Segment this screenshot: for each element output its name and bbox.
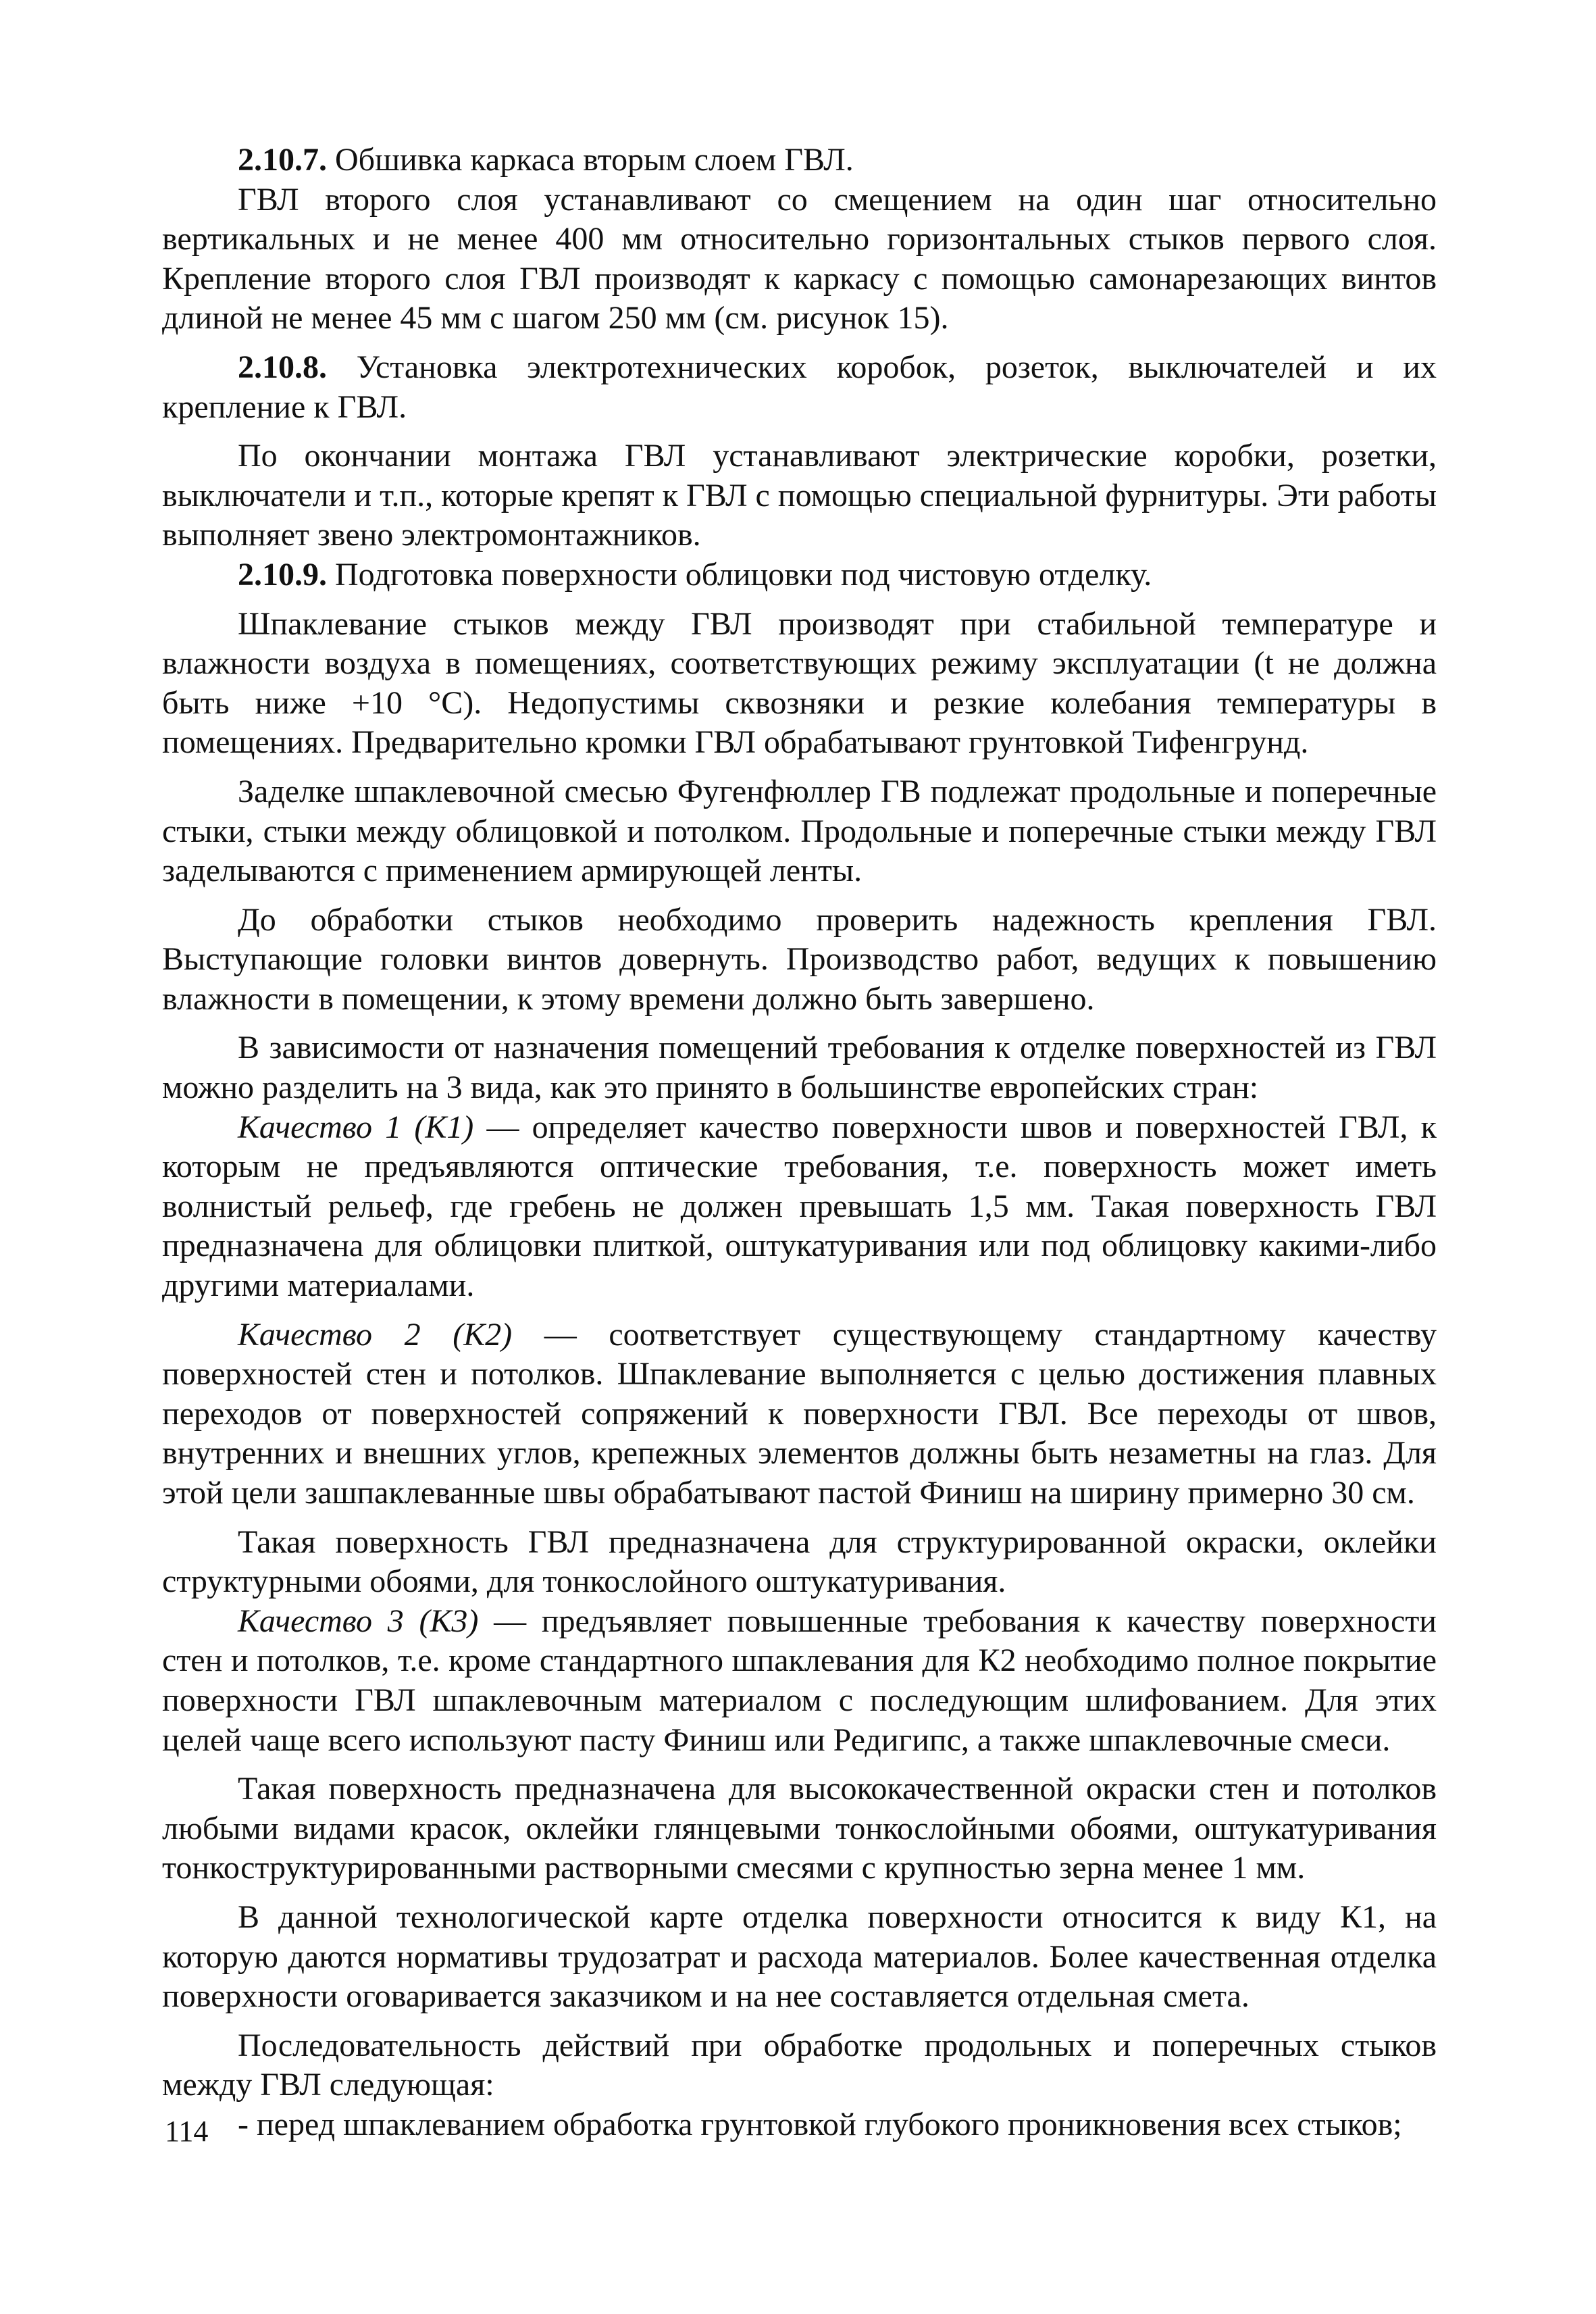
- paragraph-quality-k2: [162, 1315, 1437, 1513]
- paragraph-puttying-conditions: Шпаклевание стыков между ГВЛ производят при стабильной температуре и влажности воздуха в помещениях, соответствующих режиму эксплуатации (t не должна быть ниже +10 °С). Недопустимы сквозняки и резкие колебания температуры в помещениях. Предварительно кромки ГВЛ обрабатывают грунтовкой Тифенгрунд.: [162, 605, 1437, 761]
- paragraph-quality-k1: [162, 1108, 1437, 1306]
- paragraph-joint-filling: Заделке шпаклевочной смесью Фугенфюллер ГВ подлежат продольные и поперечные стыки, стыки между облицовкой и потолком. Продольные и поперечные стыки между ГВЛ заделываются с применением армирующей ленты.: [162, 773, 1437, 889]
- section-2-10-7-heading: [162, 141, 1437, 180]
- paragraph-quality-k3-use: Такая поверхность предназначена для высококачественной окраски стен и потолков любыми видами красок, оклейки глянцевыми тонкослойными обоями, оштукатуривания тонкоструктурированными растворными смесями с крупностью зерна менее 1 мм.: [162, 1771, 1437, 1886]
- section-number: 2.10.8.: [238, 349, 327, 385]
- section-2-10-9-heading: [162, 555, 1437, 595]
- section-2-10-7-paragraph: ГВЛ второго слоя устанавливают со смещением на один шаг относительно вертикальных и не менее 400 мм относительно горизонтальных стыков первого слоя. Крепление второго слоя ГВЛ производят к каркасу с помощью самонарезающих винтов длиной не менее 45 мм с шагом 250 мм (см. рисунок 15).: [162, 181, 1437, 336]
- paragraph-joint-check: До обработки стыков необходимо проверить надежность крепления ГВЛ. Выступающие головки винтов довернуть. Производство работ, ведущих к повышению влажности в помещении, к этому времени должно быть завершено.: [162, 901, 1437, 1017]
- quality-k2-text: — соответствует существующему стандартному качеству поверхностей стен и потолков. Шпаклевание выполняется с целью достижения плавных переходов от поверхностей сопряжений к поверхности ГВЛ. Все переходы от швов, внутренних и внешних углов, крепежных элементов должны быть незаметны на глаз. Для этой цели зашпаклеванные швы обрабатывают пастой Финиш на ширину примерно 30 см.: [162, 1316, 1437, 1511]
- paragraph-technological-card-k1: В данной технологической карте отделка поверхности относится к виду К1, на которую даются нормативы трудозатрат и расхода материалов. Более качественная отделка поверхности оговаривается заказчиком и на нее составляется отдельная смета.: [162, 1898, 1437, 2015]
- paragraph-quality-classes-intro: В зависимости от назначения помещений требования к отделке поверхностей из ГВЛ можно разделить на 3 вида, как это принято в большинстве европейских стран:: [162, 1030, 1437, 1106]
- quality-k2-label: Качество 2 (К2): [238, 1316, 513, 1353]
- page-body-text: [162, 141, 1437, 2145]
- quality-k3-label: Качество 3 (К3): [238, 1603, 479, 1639]
- paragraph-quality-k2-use: Такая поверхность ГВЛ предназначена для структурированной окраски, оклейки структурными обоями, для тонкослойного оштукатуривания.: [162, 1524, 1437, 1600]
- quality-k1-text: — определяет качество поверхности швов и поверхностей ГВЛ, к которым не предъявляются оптические требования, т.е. поверхность может иметь волнистый рельеф, где гребень не должен превышать 1,5 мм. Такая поверхность ГВЛ предназначена для облицовки плиткой, оштукатуривания или под облицовку какими-либо другими материалами.: [162, 1109, 1437, 1304]
- list-item: - перед шпаклеванием обработка грунтовкой глубокого проникновения всех стыков;: [238, 2106, 1402, 2142]
- paragraph-quality-k3: [162, 1602, 1437, 1760]
- section-title: Установка электротехнических коробок, розеток, выключателей и их крепление к ГВЛ.: [162, 349, 1437, 425]
- paragraph-sequence-intro: Последовательность действий при обработке продольных и поперечных стыков между ГВЛ следующая:: [162, 2027, 1437, 2103]
- section-2-10-8-heading: [162, 348, 1437, 427]
- section-title: Обшивка каркаса вторым слоем ГВЛ.: [327, 142, 854, 178]
- section-2-10-8-paragraph: По окончании монтажа ГВЛ устанавливают электрические коробки, розетки, выключатели и т.п., которые крепят к ГВЛ с помощью специальной фурнитуры. Эти работы выполняет звено электромонтажников.: [162, 438, 1437, 553]
- section-number: 2.10.7.: [238, 142, 327, 178]
- quality-k1-label: Качество 1 (К1): [238, 1109, 474, 1145]
- section-number: 2.10.9.: [238, 556, 327, 593]
- page-number: 114: [165, 2115, 209, 2148]
- section-title: Подготовка поверхности облицовки под чистовую отделку.: [327, 556, 1152, 593]
- quality-k3-text: — предъявляет повышенные требования к качеству поверхности стен и потолков, т.е. кроме стандартного шпаклевания для К2 необходимо полное покрытие поверхности ГВЛ шпаклевочным материалом с последующим шлифованием. Для этих целей чаще всего используют пасту Финиш или Редигипс, а также шпаклевочные смеси.: [162, 1603, 1437, 1758]
